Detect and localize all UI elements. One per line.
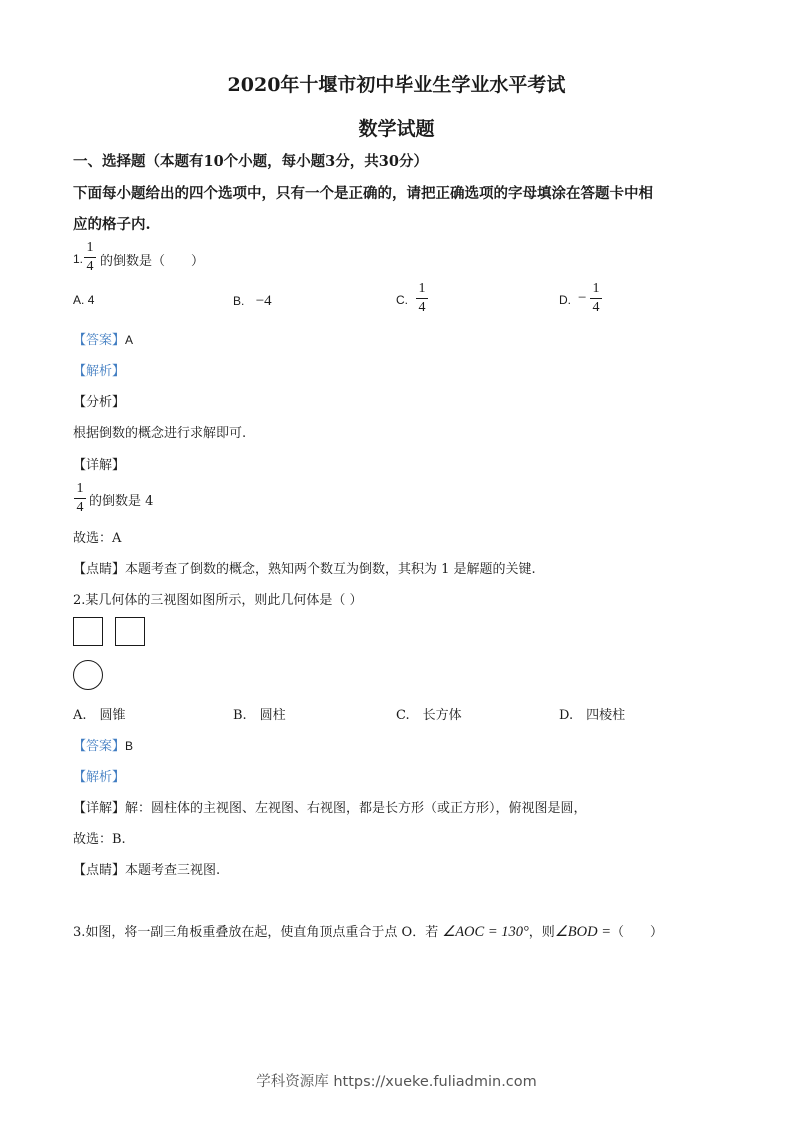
q1-fraction-num: 1 xyxy=(86,240,94,255)
q1-stem: 的倒数是（ ） xyxy=(100,254,205,269)
q1-fenxi: 根据倒数的概念进行求解即可. xyxy=(73,426,247,441)
q1-fraction xyxy=(84,240,96,275)
q1-detail-text: 的倒数是 4 xyxy=(89,494,154,509)
q2-option-a: A. 圆锥 xyxy=(73,708,126,723)
q1-fraction-den: 4 xyxy=(86,259,94,274)
footer-watermark: 学科资源库 https://xueke.fuliadmin.com xyxy=(256,1074,537,1090)
q2-top-view-circle xyxy=(73,660,103,690)
q2-choose: 故选：B. xyxy=(73,832,126,847)
q1-option-d-label: D. xyxy=(559,293,571,307)
q1-fenxi-tag: 【分析】 xyxy=(73,395,126,410)
q2-option-d: D. 四棱柱 xyxy=(559,708,626,723)
q1-option-d-fraction: 1 4 xyxy=(590,281,602,316)
q1-option-d-sign: − xyxy=(578,290,587,306)
q1-comment: 【点睛】本题考查了倒数的概念，熟知两个数互为倒数，其积为 1 是解题的关键. xyxy=(73,562,536,577)
q2-side-view-square xyxy=(115,617,145,646)
q1-option-b: B. −4 xyxy=(233,293,272,309)
q2-option-b: B. 圆柱 xyxy=(233,708,286,723)
q1-number: 1. xyxy=(73,252,84,266)
q3-stem: 3.如图，将一副三角板重叠放在起，使直角顶点重合于点 O．若 ∠AOC = 130°，则∠BOD =（ ） xyxy=(73,924,664,940)
page-subtitle: 数学试题 xyxy=(358,118,435,140)
q1-choose: 故选：A xyxy=(73,531,122,546)
q1-answer: 【答案】A xyxy=(73,333,134,348)
q2-answer: 【答案】B xyxy=(73,739,134,754)
q3-angle-bod: ∠BOD = xyxy=(554,924,612,940)
section-instruction-line1: 下面每小题给出的四个选项中，只有一个是正确的，请把正确选项的字母填涂在答题卡中相 xyxy=(73,185,653,202)
q1-option-c-label: C. xyxy=(396,293,408,307)
q3-angle-aoc: ∠AOC = 130° xyxy=(442,924,529,940)
q2-option-c: C. 长方体 xyxy=(396,708,462,723)
q2-comment: 【点睛】本题考查三视图. xyxy=(73,863,221,878)
page-title: 2020年十堰市初中毕业生学业水平考试 xyxy=(227,74,566,96)
q1-detail-fraction: 1 4 xyxy=(74,481,86,516)
q1-analysis-tag: 【解析】 xyxy=(73,364,126,379)
q2-front-view-square xyxy=(73,617,103,646)
q1-option-c-fraction: 1 4 xyxy=(416,281,428,316)
section-instruction-line2: 应的格子内. xyxy=(73,216,151,233)
q2-analysis-tag: 【解析】 xyxy=(73,770,126,785)
q2-detail: 【详解】解：圆柱体的主视图、左视图、右视图，都是长方形（或正方形），俯视图是圆， xyxy=(73,801,587,816)
q1-option-a: A. 4 xyxy=(73,293,95,307)
section-heading: 一、选择题（本题有10个小题，每小题3分，共30分） xyxy=(73,153,428,170)
q2-stem: 2.某几何体的三视图如图所示，则此几何体是（ ） xyxy=(73,593,363,608)
q1-detail-tag: 【详解】 xyxy=(73,458,126,473)
